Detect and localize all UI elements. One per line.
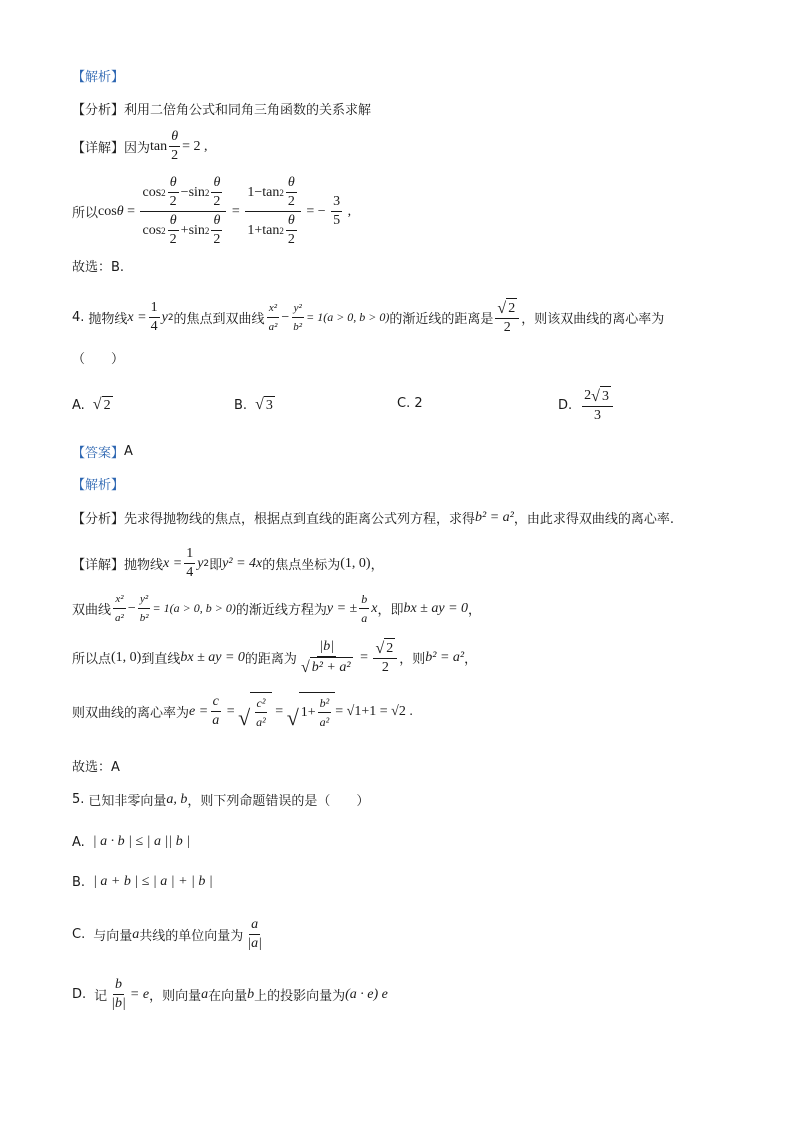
quarter — [184, 545, 195, 582]
q4-d2c: ，即 — [377, 603, 404, 618]
q4-text-2: 的焦点到双曲线 — [173, 312, 265, 327]
sec3-because: 因为 — [124, 141, 151, 156]
radicand: b² + a² — [310, 657, 353, 677]
sec3-eq2: = 2 , — [182, 138, 208, 154]
sqrt2-over-2 — [373, 638, 397, 677]
q4-fenxi-line — [72, 508, 674, 527]
q4-jiexi-line — [72, 474, 124, 493]
radical-sign: √ — [92, 396, 102, 413]
frac-num: θ — [286, 174, 297, 193]
q4-paren: （ ） — [72, 352, 125, 367]
frac-den: 2 — [213, 232, 221, 247]
c2-over-a2 — [254, 694, 268, 731]
radicand: 2 — [103, 398, 111, 413]
frac-num: y² — [292, 299, 304, 318]
x-var: x — [371, 600, 378, 616]
frac-num — [582, 386, 613, 407]
b-over-abs-b — [109, 976, 128, 1013]
sec3-choose: 故选：B. — [72, 260, 125, 275]
sec3-big-frac-1 — [140, 174, 226, 249]
frac-den: 5 — [333, 213, 341, 228]
q5-stem-line — [72, 790, 369, 809]
frac-num: θ — [168, 174, 179, 193]
radical-sign: √ — [238, 705, 251, 730]
q4-fenxi-a: 先求得抛物线的焦点，根据点到直线的距离公式列方程，求得 — [124, 512, 476, 527]
q4-detail-4 — [72, 692, 413, 731]
b-over-a — [359, 590, 369, 627]
q5-option-a[interactable] — [72, 834, 190, 850]
q4-xiangjie-tag: 【详解】 — [72, 558, 125, 573]
cos2-fn: cos — [142, 222, 162, 238]
q4-option-a[interactable] — [72, 396, 113, 414]
q4-d3eq: bx ± ay = 0 — [180, 649, 245, 665]
q4-y2: y — [161, 309, 168, 325]
q4-d3c: 的距离为 — [244, 652, 297, 667]
q5-d-text2: ，则向量 — [149, 989, 202, 1004]
q5-text-2: ，则下列命题错误的是（ ） — [187, 794, 370, 809]
q4-detail-2 — [72, 590, 481, 627]
half-theta — [211, 212, 222, 249]
q4-fenxi-eq: b² = a² — [475, 509, 514, 525]
q5-text-1: 已知非零向量 — [88, 794, 167, 809]
half-theta — [211, 174, 222, 211]
q5-b-expr: | a + b | ≤ | a | + | b | — [93, 874, 213, 889]
radical-sign: √ — [300, 659, 310, 676]
frac-den: 4 — [150, 319, 158, 334]
frac-den: b² — [139, 612, 149, 624]
frac-num: b — [113, 976, 124, 995]
q4-d2b: 的渐近线方程为 — [235, 603, 327, 618]
c-over-a — [210, 693, 221, 730]
sec3-big-frac-2 — [245, 174, 301, 249]
q5-d-text4: 上的投影向量为 — [254, 989, 346, 1004]
plus-sign: + — [254, 222, 263, 238]
q4-d2d: ， — [468, 603, 482, 618]
q4-choose-line — [72, 756, 120, 775]
radicand: 1+ $\frac{\text{b²}}{\text{a²}}$ — [299, 692, 336, 731]
frac-num: c² — [255, 694, 268, 713]
radical-sign: √ — [255, 396, 264, 413]
sqrt — [301, 657, 353, 677]
frac-num: c — [211, 693, 221, 712]
frac-den: 2 — [287, 232, 295, 247]
sec3-choose-line — [72, 256, 124, 275]
frac-num: |b| — [317, 638, 336, 657]
q4-answer-line — [72, 442, 133, 461]
q4-stem-line — [72, 298, 664, 337]
frac-den — [140, 212, 226, 249]
q4-paren-line — [72, 348, 124, 367]
tan2-fn: tan — [262, 222, 280, 238]
sin2-fn: sin — [188, 184, 205, 200]
sqrt — [591, 386, 611, 406]
minus-sign: − — [127, 600, 136, 616]
q5-a-expr: | a · b | ≤ | a || b | — [92, 834, 191, 849]
frac-den: b² — [293, 321, 303, 333]
frac-num: θ — [211, 212, 222, 231]
sup-two: 2 — [203, 558, 210, 569]
sup-two: 2 — [204, 187, 210, 198]
q4-d2a: 双曲线 — [72, 603, 112, 618]
sec3-suoyi: 所以 — [72, 206, 99, 221]
radicand — [250, 692, 272, 731]
frac-num: θ — [211, 174, 222, 193]
radicand: 3 — [600, 386, 611, 406]
q4-answer: A — [124, 444, 133, 459]
q4-d1c: 的焦点坐标为 — [262, 558, 341, 573]
q5-option-d[interactable] — [72, 976, 388, 1013]
frac-num: θ — [168, 212, 179, 231]
frac-num — [245, 174, 301, 212]
eq-sign: = − — [302, 203, 330, 219]
sec3-fenxi-tag: 【分析】 — [72, 103, 125, 118]
q5-c-text: 与向量 — [93, 929, 133, 944]
frac-den: a² — [319, 715, 330, 729]
q4-d1pt: (1, 0) — [340, 555, 371, 571]
frac-den: 2 — [213, 194, 221, 209]
x2a2 — [113, 590, 126, 627]
one: 1 — [247, 222, 255, 238]
q4-d3e: ， — [464, 652, 478, 667]
sec3-xiangjie-tag: 【详解】 — [72, 141, 125, 156]
q4-fenxi-tag: 【分析】 — [72, 512, 125, 527]
cos2-fn: cos — [142, 184, 162, 200]
q4-x-eq: x = — [127, 309, 147, 325]
unit-vector-frac — [245, 916, 264, 953]
frac-num: y² — [138, 590, 150, 609]
q5-option-c[interactable] — [72, 916, 266, 953]
sup-two: 2 — [161, 225, 166, 236]
frac-den: a² — [256, 715, 266, 729]
sup-two: 2 — [161, 187, 166, 198]
q4-d4res: = √1+1 = √2 . — [335, 703, 413, 719]
sec3-theta: θ — [116, 203, 124, 219]
q4-y2b2 — [291, 299, 304, 336]
frac-den: | a | — [247, 936, 262, 951]
q4-num: 4. — [72, 310, 85, 325]
cond: = 1(a > 0, b > 0) — [152, 601, 236, 615]
sec3-cos-line — [72, 174, 351, 249]
half-theta — [286, 174, 297, 211]
option-label: B. — [72, 874, 86, 890]
sup-two: 2 — [167, 312, 174, 323]
q5-ab: a, b — [166, 791, 188, 807]
sec3-fenxi-text: 利用二倍角公式和同角三角函数的关系求解 — [124, 103, 372, 118]
sec3-tan: tan — [150, 138, 168, 154]
frac-num: 1 — [149, 299, 160, 318]
eq-sign: = — [228, 203, 244, 219]
sup-two: 2 — [279, 187, 284, 198]
radical-sign: √ — [591, 388, 600, 405]
y2b2 — [138, 590, 151, 627]
frac-den: 2 — [169, 232, 177, 247]
sqrt-c2a2 — [238, 692, 272, 731]
frac-num — [140, 174, 226, 212]
q4-d3d: ，则 — [399, 652, 426, 667]
q5-option-b[interactable] — [72, 874, 213, 890]
radicand: 3 — [265, 398, 273, 413]
q5-c-a: a — [132, 926, 140, 942]
tan2-fn: tan — [262, 184, 280, 200]
frac-num: x² — [113, 590, 125, 609]
frac-den: a — [212, 713, 220, 728]
frac-num: θ — [286, 212, 297, 231]
b2-over-a2 — [318, 694, 332, 731]
q4-d4e: e = — [189, 703, 209, 719]
half-theta — [286, 212, 297, 249]
option-label: C. — [72, 927, 86, 942]
q4-d3pt: (1, 0) — [111, 649, 142, 665]
q4-d1d: ， — [370, 558, 384, 573]
option-label: D. — [72, 987, 87, 1002]
abs-b: b — [115, 996, 123, 1011]
frac-den: a — [361, 611, 368, 625]
q4-detail-1 — [72, 545, 384, 582]
frac-num — [495, 298, 519, 319]
q5-d-res: (a · e) e — [345, 986, 388, 1002]
eq-sign: = — [123, 203, 139, 219]
frac-den: 2 — [503, 320, 511, 335]
sec3-xiangjie-line — [72, 128, 208, 165]
frac-den: 3 — [594, 408, 602, 423]
sec3-result-frac — [331, 193, 342, 230]
q5-num: 5. — [72, 792, 85, 807]
q4-x2a2 — [267, 299, 280, 336]
q4-choose: 故选：A — [72, 760, 120, 775]
q5-c-text2: 共线的单位向量为 — [139, 929, 244, 944]
frac-num: 1 — [184, 545, 195, 564]
sec3-cos: cos — [98, 203, 117, 219]
radical-sign: √ — [497, 300, 507, 317]
q4-option-c[interactable] — [397, 396, 423, 411]
frac-num: a — [249, 916, 260, 935]
coef-two: 2 — [584, 388, 592, 403]
radicand: 2 — [384, 638, 395, 658]
eq-sign: = — [356, 649, 372, 665]
half-theta — [168, 212, 179, 249]
q4-d3a: 所以点 — [72, 652, 112, 667]
frac-num — [373, 638, 397, 659]
option-label: A. — [72, 834, 85, 850]
q4-d3res: b² = a² — [425, 649, 465, 665]
frac-den: 2 — [171, 148, 179, 163]
radical-sign: √ — [286, 705, 299, 730]
sup-two: 2 — [279, 225, 284, 236]
q4-cond: = 1(a > 0, b > 0) — [306, 310, 390, 324]
q4-text-1: 抛物线 — [88, 312, 128, 327]
frac-den: 2 — [381, 660, 389, 675]
two-sqrt3-over-3 — [582, 386, 613, 425]
minus-sign: − — [254, 184, 263, 200]
frac-den — [245, 212, 301, 249]
one: 1 — [247, 184, 255, 200]
frac-den: a² — [268, 321, 278, 333]
distance-frac — [299, 638, 355, 677]
frac-den: a² — [115, 612, 124, 624]
q4-jiexi-tag: 【解析】 — [72, 478, 125, 493]
q5-d-e: = e — [129, 986, 150, 1002]
x-eq: x = — [163, 555, 183, 571]
frac-num: b² — [318, 694, 332, 713]
q4-d2y: y = ± — [326, 600, 358, 616]
q5-d-a: a — [201, 986, 209, 1002]
q5-d-text1: 记 — [94, 989, 108, 1004]
sec3-jiexi-line — [72, 66, 124, 85]
q4-option-d[interactable] — [558, 386, 615, 425]
minus-sign: − — [180, 184, 189, 200]
q4-sqrt2-over-2 — [495, 298, 519, 337]
sqrt — [375, 638, 395, 658]
sqrt-1-b2a2 — [287, 692, 336, 731]
option-label: D. — [558, 398, 573, 413]
q5-d-text3: 在向量 — [208, 989, 248, 1004]
sin2-fn: sin — [188, 222, 205, 238]
q4-detail-3 — [72, 638, 477, 677]
q4-d2eq: bx ± ay = 0 — [403, 600, 469, 616]
q4-d1a: 抛物线 — [124, 558, 164, 573]
comma: , — [344, 203, 352, 219]
frac-den: 2 — [169, 194, 177, 209]
abs-a: a — [251, 936, 259, 951]
sec3-half-theta — [169, 128, 180, 165]
q4-text-4: ，则该双曲线的离心率为 — [521, 312, 665, 327]
radical-sign: √ — [375, 640, 385, 657]
half-theta — [168, 174, 179, 211]
y-var: y — [197, 555, 204, 571]
q4-quarter — [149, 299, 160, 336]
eq-sign: = — [271, 703, 287, 719]
sqrt — [255, 396, 275, 414]
sec3-jiexi-tag: 【解析】 — [72, 70, 125, 85]
q4-fenxi-b: ，由此求得双曲线的离心率. — [513, 512, 675, 527]
frac-den: 4 — [186, 565, 194, 580]
q4-d3b: 到直线 — [141, 652, 181, 667]
minus-sign: − — [281, 309, 290, 325]
eq-sign: = — [223, 703, 239, 719]
option-label: A. — [72, 397, 85, 413]
q4-d1eq: y² = 4x — [222, 555, 263, 571]
sec3-fenxi-line — [72, 99, 371, 118]
plus-sign: + — [180, 222, 189, 238]
q4-d4a: 则双曲线的离心率为 — [72, 706, 190, 721]
frac-num: b — [359, 590, 369, 609]
option-label: B. — [234, 397, 248, 413]
q4-d1b: 即 — [209, 558, 223, 573]
frac-num: 3 — [331, 193, 342, 212]
radicand: 2 — [506, 298, 517, 318]
frac-num: θ — [169, 128, 180, 147]
frac-den: | b | — [111, 996, 126, 1011]
frac-den: 2 — [287, 194, 295, 209]
sup-two: 2 — [204, 225, 210, 236]
frac-num: x² — [267, 299, 279, 318]
sqrt — [497, 298, 517, 318]
q4-answer-tag: 【答案】 — [72, 446, 125, 461]
option-label: C. 2 — [397, 396, 423, 411]
q4-option-b[interactable] — [234, 396, 275, 414]
frac-den — [299, 657, 355, 677]
q5-d-b: b — [247, 986, 255, 1002]
q4-text-3: 的渐近线的距离是 — [389, 312, 494, 327]
sqrt — [93, 396, 113, 414]
